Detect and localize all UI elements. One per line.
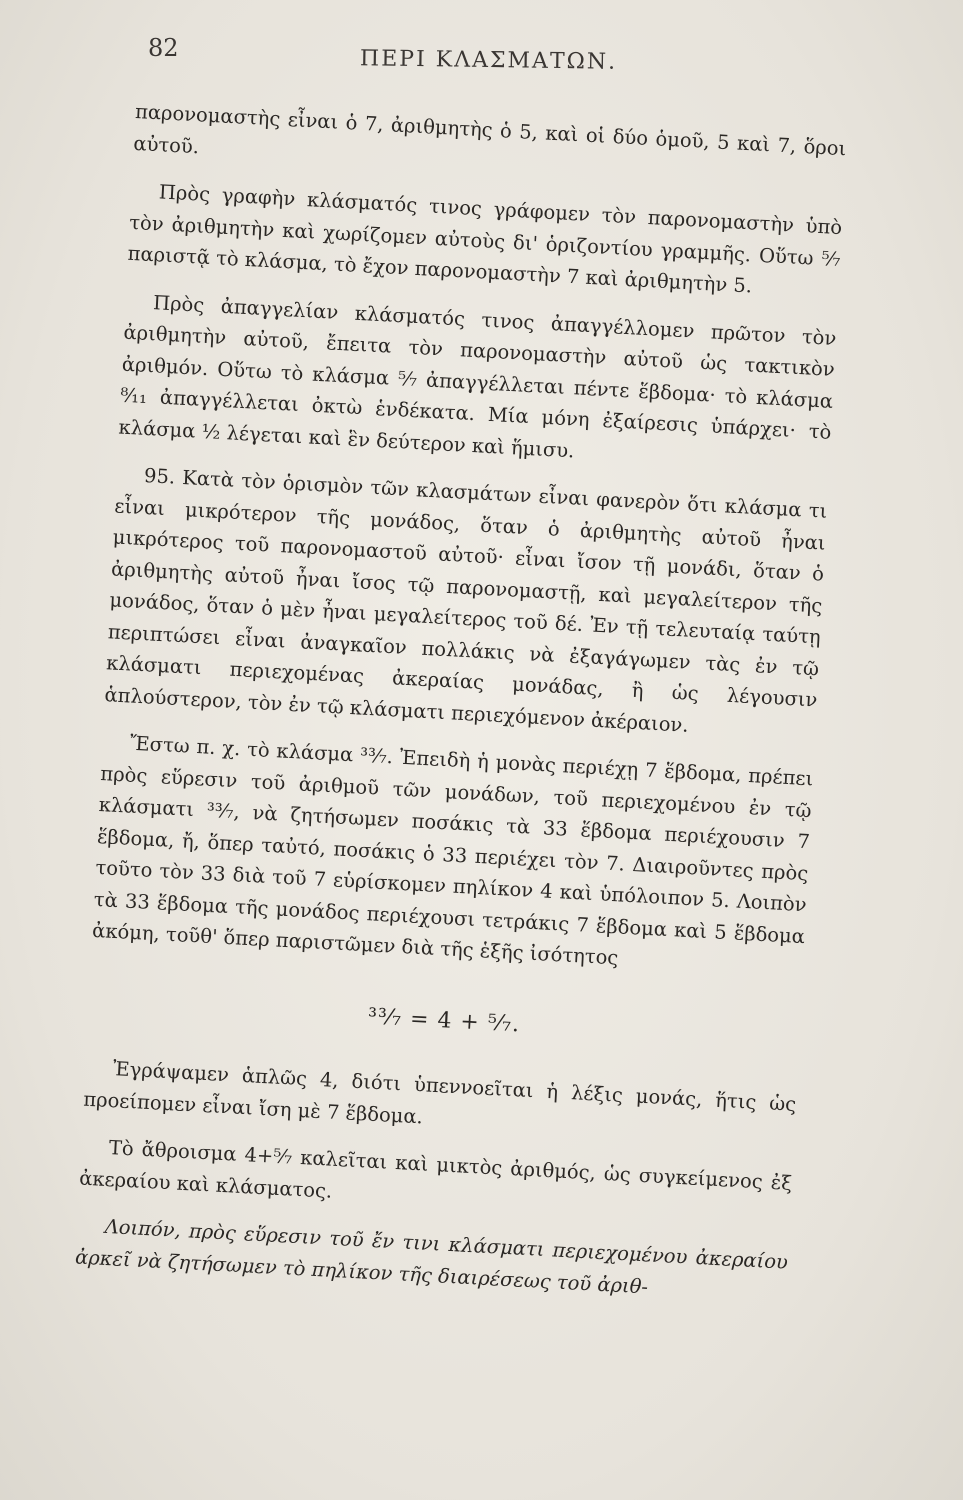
paragraph: Λοιπόν, πρὸς εὕρεσιν τοῦ ἔν τινι κλάσματι περιεχομένου ἀκεραίου ἀρκεῖ νὰ ζητήσωμεν τὸ πηλίκον τῆς διαιρέσεως τοῦ ἀριθ- [74,1214,789,1298]
paragraph: Πρὸς γραφὴν κλάσματός τινος γράφομεν τὸν παρονομαστὴν ὑπὸ τὸν ἀριθμητὴν καὶ χωρίζομεν αὐτοὺς δι' ὁριζοντίου γραμμῆς. Οὕτω ⁵⁄₇ παριστᾷ τὸ κλάσμα, τὸ ἔχον παρονομαστὴν 7 καὶ ἀριθμητὴν 5. [127,180,843,298]
equation: ³³⁄₇ = 4 + ⁵⁄₇. [367,1003,521,1037]
paragraph: Πρὸς ἀπαγγελίαν κλάσματός τινος ἀπαγγέλλομεν πρῶτον τὸν ἀριθμητὴν αὐτοῦ, ἔπειτα τὸν παρονομαστὴν αὐτοῦ ὡς τακτικὸν ἀριθμόν. Οὕτω τὸ κλάσμα ⁵⁄₇ ἀπαγγέλλεται πέντε ἕβδομα· τὸ κλάσμα ⁸⁄₁₁ ἀπαγγέλλεται ὀκτὼ ἑνδέκατα. Μία μόνη ἐξαίρεσις ὑπάρχει· τὸ κλάσμα ½ λέγεται καὶ ἓν δεύτερον καὶ ἥμισυ. [118,290,837,462]
paragraph: Ἔστω π. χ. τὸ κλάσμα ³³⁄₇. Ἐπειδὴ ἡ μονὰς περιέχῃ 7 ἕβδομα, πρέπει πρὸς εὕρεσιν τοῦ ἀριθμοῦ τῶν μονάδων, τοῦ περιεχομένου ἐν τῷ κλάσματι ³³⁄₇, νὰ ζητήσωμεν ποσάκις τὰ 33 ἕβδομα περιέχουσιν 7 ἕβδομα, ἤ, ὅπερ ταὐτό, ποσάκις ὁ 33 περιέχει τὸν 7. Διαιροῦντες πρὸς τοῦτο τὸν 33 διὰ τοῦ 7 εὑρίσκομεν πηλίκον 4 καὶ ὑπόλοιπον 5. Λοιπὸν τὰ 33 ἕβδομα τῆς μονάδος περιέχουσι τετράκις 7 ἕβδομα καὶ 5 ἕβδομα ἀκόμη, τοῦθ' ὅπερ παριστῶμεν διὰ τῆς ἑξῆς ἰσότητος [91,731,814,970]
paragraph-section-95: 95. Κατὰ τὸν ὁρισμὸν τῶν κλασμάτων εἶναι φανερὸν ὅτι κλάσμα τι εἶναι μικρότερον τῆς μονάδος, ὅταν ὁ ἀριθμητὴς αὐτοῦ ἦναι μικρότερος τοῦ παρονομαστοῦ αὐτοῦ· εἶναι ἴσον τῇ μονάδι, ὅταν ὁ ἀριθμητὴς αὐτοῦ ἦναι ἴσος τῷ παρονομαστῇ, καὶ μεγαλείτερον τῆς μονάδος, ὅταν ὁ μὲν ἦναι μεγαλείτερος τοῦ δέ. Ἐν τῇ τελευταίᾳ ταύτῃ περιπτώσει εἶναι ἀναγκαῖον πολλάκις νὰ ἐξαγάγωμεν τὰς ἐν τῷ κλάσματι περιεχομένας ἀκεραίας μονάδας, ἢ ὡς λέγουσιν ἁπλούστερον, τὸν ἐν τῷ κλάσματι περιεχόμενον ἀκέραιον. [104,463,828,737]
running-title: ΠΕΡΙ ΚΛΑΣΜΑΤΩΝ. [359,46,618,75]
page-body [74,96,848,1326]
paragraph: Τὸ ἄθροισμα 4+⁵⁄₇ καλεῖται καὶ μικτὸς ἀριθμός, ὡς συγκείμενος ἐξ ἀκεραίου καὶ κλάσματος. [78,1136,793,1203]
page-header [0,26,963,76]
paragraph: Ἐγράψαμεν ἁπλῶς 4, διότι ὑπεννοεῖται ἡ λέξις μονάς, ἥτις ὡς προείπομεν εἶναι ἴση μὲ 7 ἕβδομα. [82,1057,797,1128]
page-number: 82 [148,34,179,62]
paragraph: παρονομαστὴς εἶναι ὁ 7, ἀριθμητὴς ὁ 5, καὶ οἱ δύο ὁμοῦ, 5 καὶ 7, ὅροι αὐτοῦ. [132,99,847,161]
